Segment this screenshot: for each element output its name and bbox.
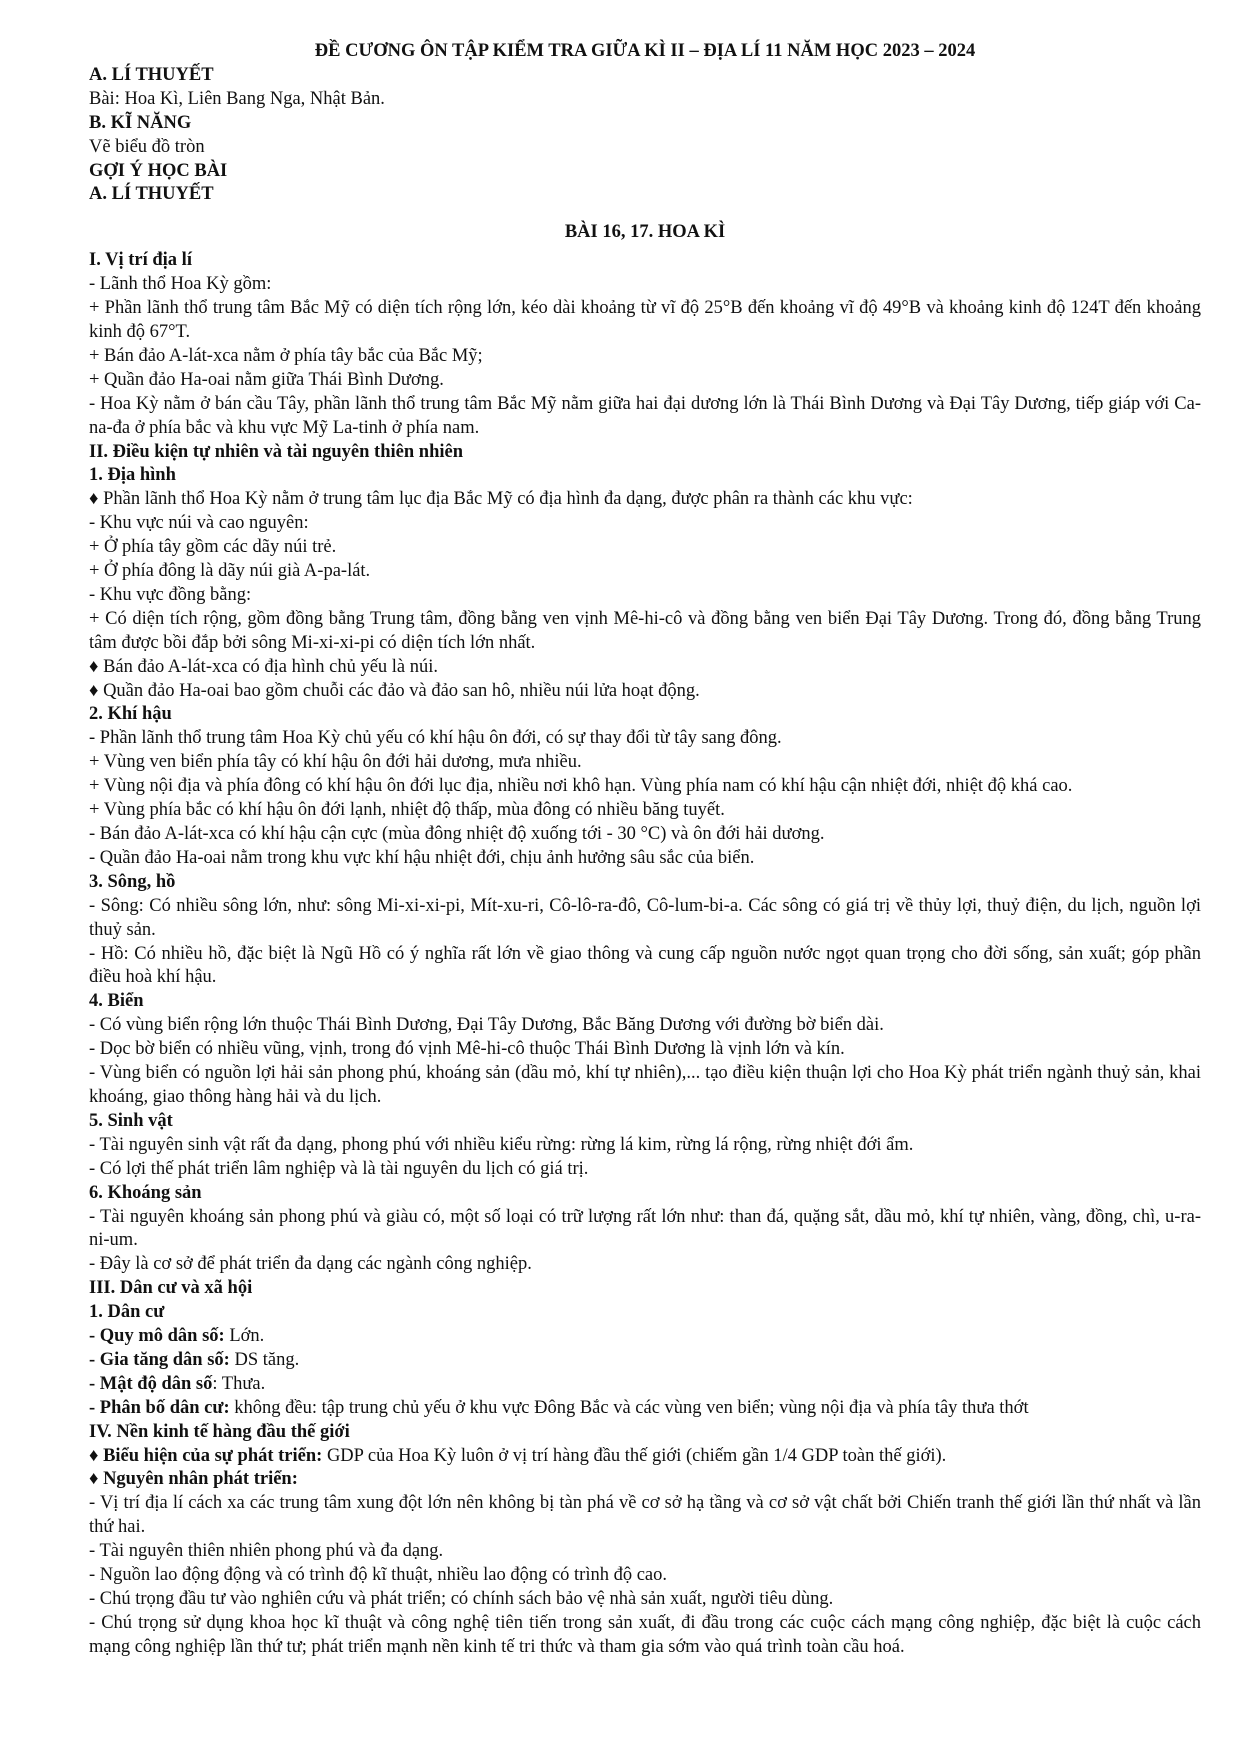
text-line: - Bán đảo A-lát-xca có khí hậu cận cực (mùa đông nhiệt độ xuống tới - 30 °C) và ôn đới hải dương. <box>89 824 825 844</box>
labeled-line <box>89 1397 1201 1421</box>
text-line: + Quần đảo Ha-oai nằm giữa Thái Bình Dương. <box>89 369 444 390</box>
section-heading: II. Điều kiện tự nhiên và tài nguyên thiên nhiên <box>89 441 463 462</box>
text-line: Vẽ biểu đồ tròn <box>89 136 205 157</box>
text-line: - Hoa Kỳ nằm ở bán cầu Tây, phần lãnh thổ trung tâm Bắc Mỹ nằm giữa hai đại dương lớn là Thái Bình Dương và Đại Tây Dương, tiếp giáp với Ca-na-đa ở phía bắc và khu vực Mỹ La-tinh ở phía nam. <box>89 393 1201 438</box>
section-heading: GỢI Ý HỌC BÀI <box>89 160 228 181</box>
section-heading: III. Dân cư và xã hội <box>89 1278 253 1299</box>
intro-section <box>89 64 1201 207</box>
text-line: - Nguồn lao động động và có trình độ kĩ thuật, nhiều lao động có trình độ cao. <box>89 1565 668 1586</box>
text-line: ♦ Phần lãnh thổ Hoa Kỳ nằm ở trung tâm lục địa Bắc Mỹ có địa hình đa dạng, được phân ra thành các khu vực: <box>89 489 913 510</box>
text-line: - Chú trọng đầu tư vào nghiên cứu và phát triển; có chính sách bảo vệ nhà sản xuất, người tiêu dùng. <box>89 1589 834 1609</box>
text-line: ♦ Bán đảo A-lát-xca có địa hình chủ yếu là núi. <box>89 656 439 677</box>
text-line: - Phần lãnh thổ trung tâm Hoa Kỳ chủ yếu có khí hậu ôn đới, có sự thay đổi từ tây sang đông. <box>89 728 782 749</box>
text-line: - Dọc bờ biển có nhiều vũng, vịnh, trong đó vịnh Mê-hi-cô thuộc Thái Bình Dương là vịnh lớn và kín. <box>89 1039 845 1060</box>
labeled-line <box>89 1349 1201 1373</box>
line-text: GDP của Hoa Kỳ luôn ở vị trí hàng đầu thế giới (chiếm gần 1/4 GDP toàn thế giới). <box>322 1445 947 1466</box>
text-line: - Khu vực núi và cao nguyên: <box>89 513 309 534</box>
text-line: - Quần đảo Ha-oai nằm trong khu vực khí hậu nhiệt đới, chịu ảnh hưởng sâu sắc của biển. <box>89 847 755 868</box>
line-text: Lớn. <box>224 1326 265 1347</box>
section-heading: 1. Địa hình <box>89 465 176 486</box>
labeled-line <box>89 1325 1201 1349</box>
text-line: - Tài nguyên khoáng sản phong phú và giàu có, một số loại có trữ lượng rất lớn như: than đá, quặng sắt, dầu mỏ, khí tự nhiên, vàng, đồng, chì, u-ra-ni-um. <box>89 1206 1201 1251</box>
text-line: - Sông: Có nhiều sông lớn, như: sông Mi-xi-xi-pi, Mít-xu-ri, Cô-lô-ra-đô, Cô-lum-bi-a. Các sông có giá trị về thủy lợi, thuỷ điện, du lịch, nguồn lợi thuỷ sản. <box>89 895 1201 940</box>
lesson-body <box>89 249 1201 1659</box>
text-line: + Vùng nội địa và phía đông có khí hậu ôn đới lục địa, nhiều nơi khô hạn. Vùng phía nam có khí hậu cận nhiệt đới, nhiệt độ khá cao. <box>89 776 1073 797</box>
section-heading: I. Vị trí địa lí <box>89 250 192 271</box>
section-heading: 5. Sinh vật <box>89 1110 173 1131</box>
text-line: + Có diện tích rộng, gồm đồng bằng Trung tâm, đồng bằng ven vịnh Mê-hi-cô và đồng bằng ven biển Đại Tây Dương. Trong đó, đồng bằng Trung tâm được bồi đắp bởi sông Mi-xi-xi-pi có diện tích lớn nhất. <box>89 608 1201 653</box>
line-text: không đều: tập trung chủ yếu ở khu vực Đông Bắc và các vùng ven biển; vùng nội địa và phía tây thưa thớt <box>229 1397 1029 1418</box>
line-text: DS tăng. <box>229 1349 300 1370</box>
text-line: - Lãnh thổ Hoa Kỳ gồm: <box>89 274 272 295</box>
line-label: - Phân bố dân cư: <box>89 1397 230 1418</box>
section-heading: 4. Biển <box>89 991 144 1012</box>
text-line: - Vùng biển có nguồn lợi hải sản phong phú, khoáng sản (dầu mỏ, khí tự nhiên),... tạo điều kiện thuận lợi cho Hoa Kỳ phát triển ngành thuỷ sản, khai khoáng, giao thông hàng hải và du lịch. <box>89 1063 1201 1107</box>
line-label: - Mật độ dân số <box>89 1373 213 1394</box>
section-heading: 6. Khoáng sản <box>89 1182 202 1203</box>
text-line: - Khu vực đồng bằng: <box>89 584 252 605</box>
text-line: + Vùng phía bắc có khí hậu ôn đới lạnh, nhiệt độ thấp, mùa đông có nhiều băng tuyết. <box>89 800 725 821</box>
text-line: + Vùng ven biển phía tây có khí hậu ôn đới hải dương, mưa nhiều. <box>89 752 582 773</box>
text-line: - Tài nguyên sinh vật rất đa dạng, phong phú với nhiều kiểu rừng: rừng lá kim, rừng lá rộng, rừng nhiệt đới ẩm. <box>89 1134 914 1155</box>
section-heading: 2. Khí hậu <box>89 704 172 725</box>
section-heading: A. LÍ THUYẾT <box>89 64 214 85</box>
text-line: - Tài nguyên thiên nhiên phong phú và đa dạng. <box>89 1541 444 1562</box>
text-line: - Hồ: Có nhiều hồ, đặc biệt là Ngũ Hồ có ý nghĩa rất lớn về giao thông và cung cấp nguồn nước ngọt quan trọng cho đời sống, sản xuất; góp phần điều hoà khí hậu. <box>89 943 1201 988</box>
text-line: ♦ Quần đảo Ha-oai bao gồm chuỗi các đảo và đảo san hô, nhiều núi lửa hoạt động. <box>89 680 700 701</box>
text-line: + Phần lãnh thổ trung tâm Bắc Mỹ có diện tích rộng lớn, kéo dài khoảng từ vĩ độ 25°B đến khoảng vĩ độ 49°B và khoảng kinh độ 124T đến khoảng kinh độ 67°T. <box>89 298 1201 342</box>
section-heading: 1. Dân cư <box>89 1302 165 1323</box>
section-heading: B. KĨ NĂNG <box>89 112 192 133</box>
text-line: - Đây là cơ sở để phát triển đa dạng các ngành công nghiệp. <box>89 1254 532 1275</box>
lesson-title: BÀI 16, 17. HOA KÌ <box>564 222 726 243</box>
document-title: ĐỀ CƯƠNG ÔN TẬP KIỂM TRA GIỮA KÌ II – ĐỊA LÍ 11 NĂM HỌC 2023 – 2024 <box>314 41 976 61</box>
text-line: - Vị trí địa lí cách xa các trung tâm xung đột lớn nên không bị tàn phá về cơ sở hạ tầng và cơ sở vật chất bởi Chiến tranh thế giới lần thứ nhất và lần thứ hai. <box>89 1493 1201 1538</box>
line-label: - Quy mô dân số: <box>89 1326 225 1347</box>
text-line: - Chú trọng sử dụng khoa học kĩ thuật và công nghệ tiên tiến trong sản xuất, đi đầu trong các cuộc cách mạng công nghiệp, đặc biệt là cuộc cách mạng công nghiệp lần thứ tư; phát triển mạnh nền kinh tế tri thức và tham gia sớm vào quá trình toàn cầu hoá. <box>89 1612 1201 1657</box>
section-heading: A. LÍ THUYẾT <box>89 184 214 205</box>
section-heading: IV. Nền kinh tế hàng đầu thế giới <box>89 1421 350 1442</box>
section-heading: ♦ Nguyên nhân phát triển: <box>89 1469 298 1490</box>
labeled-line <box>89 1445 1201 1469</box>
text-line: Bài: Hoa Kì, Liên Bang Nga, Nhật Bản. <box>89 88 385 109</box>
line-label: ♦ Biểu hiện của sự phát triển: <box>89 1445 323 1466</box>
text-line: - Có vùng biển rộng lớn thuộc Thái Bình Dương, Đại Tây Dương, Bắc Băng Dương với đường bờ biển dài. <box>89 1015 884 1036</box>
text-line: - Có lợi thế phát triển lâm nghiệp và là tài nguyên du lịch có giá trị. <box>89 1158 589 1179</box>
text-line: + Ở phía đông là dãy núi già A-pa-lát. <box>89 561 371 582</box>
document-page <box>89 40 1201 1660</box>
section-heading: 3. Sông, hồ <box>89 871 176 892</box>
text-line: + Ở phía tây gồm các dãy núi trẻ. <box>89 537 337 558</box>
text-line: + Bán đảo A-lát-xca nằm ở phía tây bắc của Bắc Mỹ; <box>89 345 483 366</box>
line-label: - Gia tăng dân số: <box>89 1349 230 1370</box>
labeled-line <box>89 1373 1201 1397</box>
line-text: : Thưa. <box>212 1373 266 1394</box>
